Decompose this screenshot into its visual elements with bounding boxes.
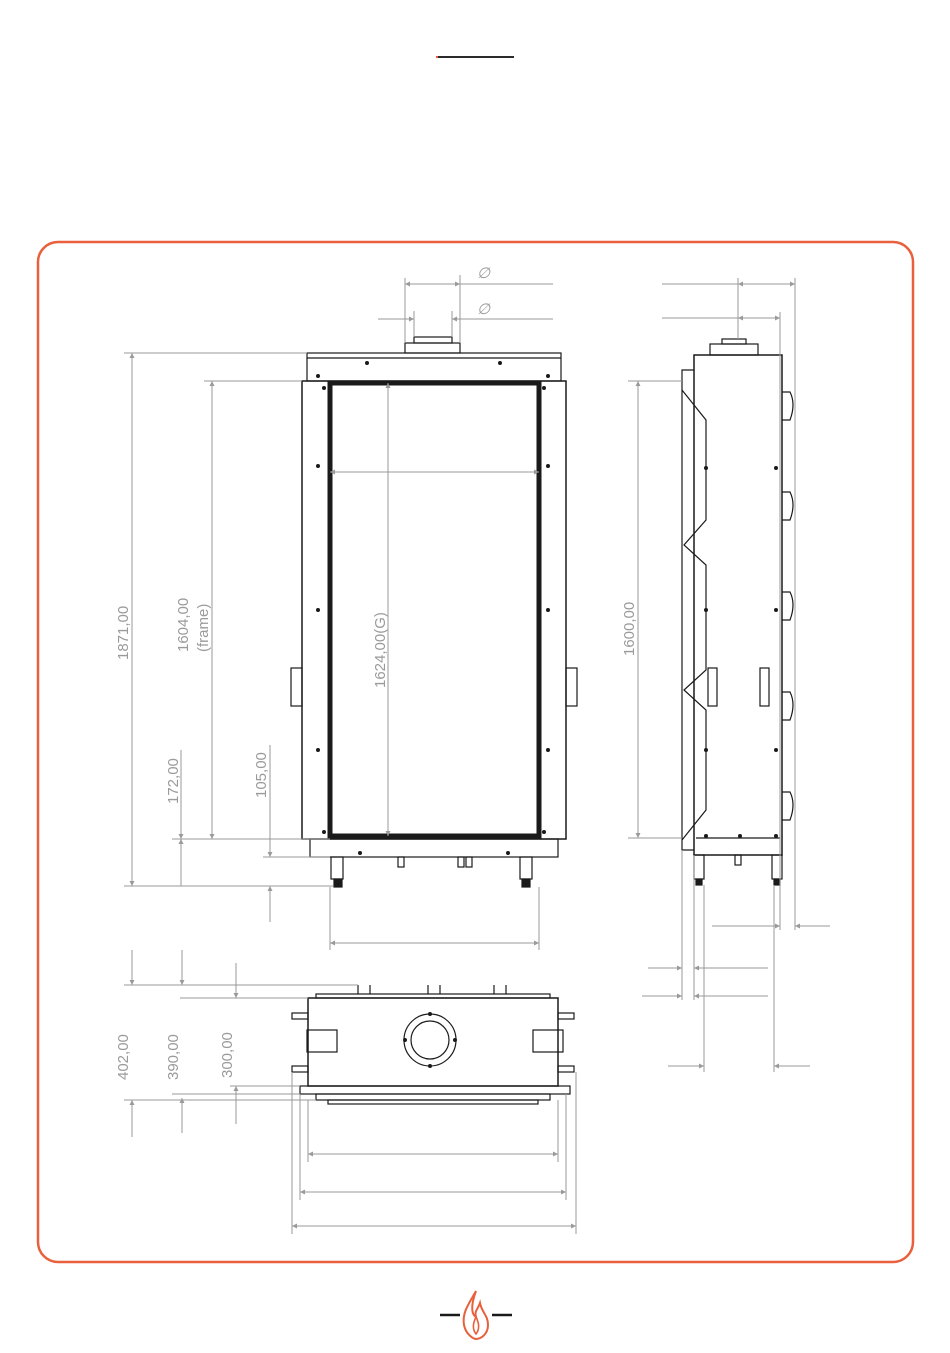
- top-labels: [115, 1032, 236, 1080]
- side-view: [682, 339, 793, 885]
- height-frame-label: 1604,00: [175, 597, 192, 652]
- flame-icon: [440, 1287, 512, 1343]
- floor-to-glass-label: 105,00: [253, 752, 270, 798]
- side-height-label: 1600,00: [621, 601, 638, 656]
- top-body: [308, 998, 558, 1086]
- front-flue: [405, 343, 460, 353]
- frame-note-label: (frame): [195, 603, 212, 652]
- depth-2-label: 390,00: [165, 1034, 182, 1080]
- front-view: [291, 337, 577, 887]
- depth-3-label: 300,00: [219, 1032, 236, 1078]
- top-flue: [404, 1014, 456, 1066]
- flue-diameter-outer-label: ∅: [477, 265, 491, 282]
- front-body: [302, 381, 566, 839]
- height-total-label: 1871,00: [115, 605, 132, 660]
- side-body: [694, 355, 782, 855]
- depth-1-label: 402,00: [115, 1034, 132, 1080]
- floor-to-frame-label: 172,00: [165, 758, 182, 804]
- glass-height-label: 1624,00(G): [372, 612, 389, 688]
- front-bolts: [316, 361, 550, 855]
- side-dimensions: [628, 278, 830, 1072]
- top-view: [292, 985, 574, 1104]
- front-labels: [115, 265, 491, 804]
- side-bolts: [704, 466, 778, 838]
- front-glass: [330, 383, 539, 836]
- flue-diameter-inner-label: ∅: [477, 301, 491, 318]
- top-dimensions: [124, 950, 576, 1234]
